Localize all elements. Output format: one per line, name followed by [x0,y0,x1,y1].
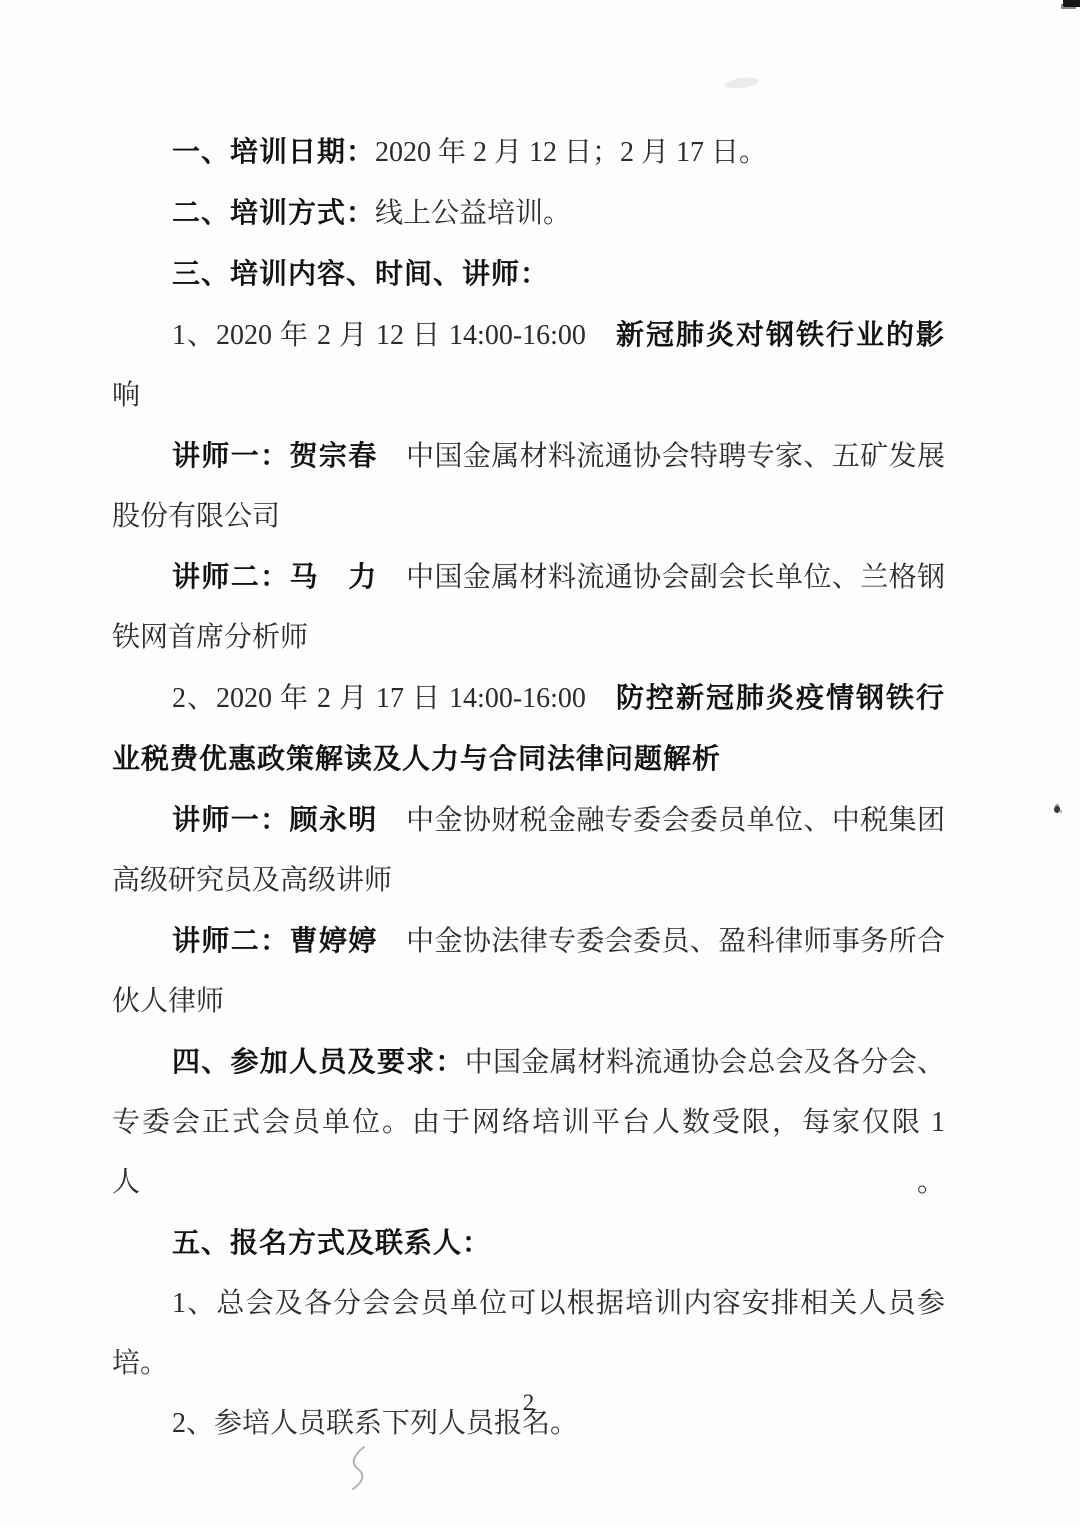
text-segment-bold: 新冠肺炎对钢铁行业的影 [615,319,945,350]
text-segment: 2、参培人员联系下列人员报名。 [172,1408,579,1439]
text-segment: 股份有限公司 [112,501,281,532]
page-number: 2 [522,1390,535,1415]
document-body [112,122,952,1454]
text-segment-bold: 三、培训内容、时间、讲师： [172,258,550,289]
text-segment-bold: 讲师一：顾永明 [172,804,378,835]
scan-artifact-corner-mark [1063,0,1080,7]
document-line [112,972,945,1032]
document-line [112,1274,945,1334]
document-line [112,366,945,426]
text-segment: 1、总会及各分会会员单位可以根据培训内容安排相关人员参 [172,1288,945,1319]
document-line [112,305,945,366]
text-segment: 中金协财税金融专委会委员单位、中税集团 [377,805,945,836]
document-line [112,1093,952,1213]
document-line [112,183,945,244]
document-line [112,426,945,487]
document-line [112,122,945,183]
text-segment: 铁网首席分析师 [112,622,309,653]
document-line [112,547,945,608]
document-line [112,1032,945,1093]
text-segment: 中国金属材料流通协会总会及各分会、 [464,1047,945,1078]
text-segment-bold: 业税费优惠政策解读及人力与合同法律问题解析 [112,743,722,774]
document-line [112,668,945,729]
text-segment: 中国金属材料流通协会特聘专家、五矿发展 [377,441,945,472]
document-line [112,851,945,911]
text-segment-bold: 防控新冠肺炎疫情钢铁行 [615,682,945,713]
text-segment: 2020 年 2 月 12 日；2 月 17 日。 [375,137,768,168]
text-segment-bold: 讲师二：马 力 [172,561,378,592]
text-segment: 响 [112,380,141,411]
text-segment-bold: 二、培训方式： [172,197,376,228]
text-segment: 中金协法律专委会委员、盈科律师事务所合 [377,926,945,957]
scan-artifact-ink-dot [1054,806,1060,813]
text-segment: 高级研究员及高级讲师 [112,865,393,896]
text-segment: 1、2020 年 2 月 12 日 14:00-16:00 [172,320,616,351]
text-segment: 伙人律师 [112,986,225,1017]
text-segment: 中国金属材料流通协会副会长单位、兰格钢 [377,562,945,593]
text-segment-bold: 讲师二：曹婷婷 [172,925,378,956]
text-segment-bold: 一、培训日期： [172,136,376,167]
text-segment: 2、2020 年 2 月 17 日 14:00-16:00 [172,683,616,714]
document-line [112,790,945,851]
text-segment: 培。 [112,1348,169,1379]
text-segment-bold: 四、参加人员及要求： [172,1046,465,1077]
scan-artifact-smudge [724,76,759,91]
document-line [112,608,945,668]
text-segment: 线上公益培训。 [375,198,572,229]
scan-artifact-pen-squiggle [346,1445,372,1491]
text-segment: 专委会正式会员单位。由于网络培训平台人数受限，每家仅限 1 人。 [112,1107,952,1198]
document-line [112,1213,945,1274]
text-segment-bold: 讲师一：贺宗春 [172,440,378,471]
document-line [112,1334,945,1394]
text-segment-bold: 五、报名方式及联系人： [172,1227,492,1258]
document-line [112,729,945,790]
document-line [112,244,945,305]
document-line [112,487,945,547]
document-line [112,911,945,972]
